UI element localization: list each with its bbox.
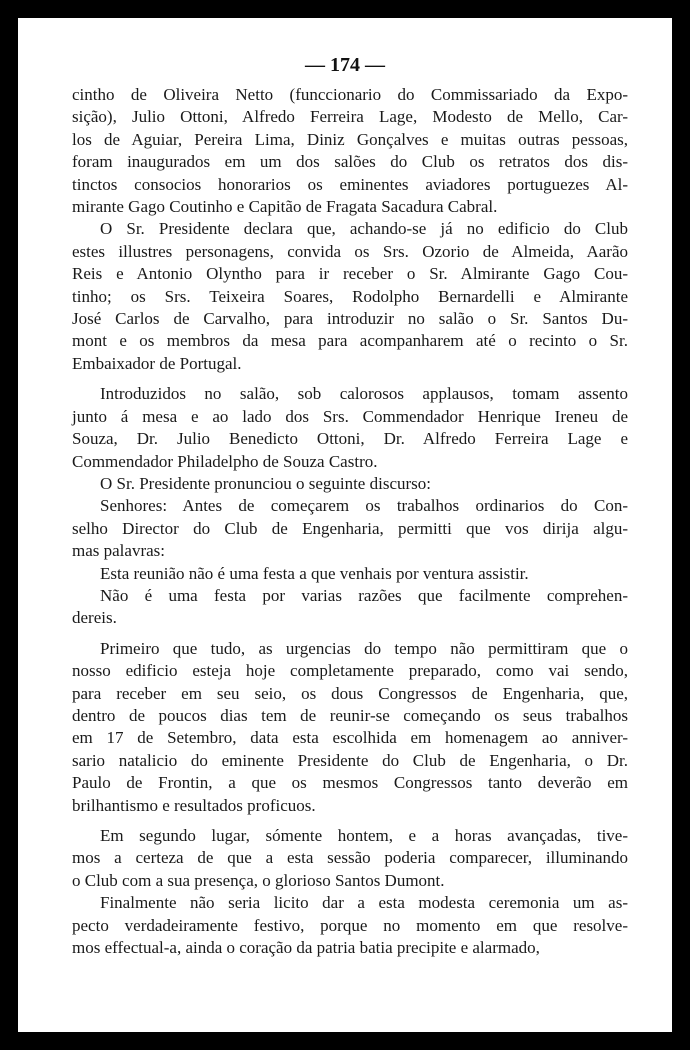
text-line: mos a certeza de que a esta sessão poderia comparecer, illuminando [72,848,628,868]
paragraph [72,84,628,218]
paragraph [72,495,628,562]
text-line: nosso edificio esteja hoje completamente preparado, como vai sendo, [72,661,628,681]
text-line: Introduzidos no salão, sob calorosos applausos, tomam assento [100,384,628,404]
text-line: O Sr. Presidente declara que, achando-se já no edificio do Club [100,219,628,239]
text-line: O Sr. Presidente pronunciou o seguinte discurso: [100,473,431,493]
paragraph [72,563,628,585]
text-line: pecto verdadeiramente festivo, porque no momento em que resolve- [72,915,628,935]
text-line: estes illustres personagens, convida os Srs. Ozorio de Almeida, Aarão [72,241,628,261]
text-line: mont e os membros da mesa para acompanharem até o recinto o Sr. [72,331,628,351]
text-line: para receber em seu seio, os dous Congressos de Engenharia, que, [72,683,628,703]
text-line: sição), Julio Ottoni, Alfredo Ferreira Lage, Modesto de Mello, Car- [72,107,628,127]
text-line: selho Director do Club de Engenharia, permitti que vos dirija algu- [72,518,628,538]
text-line: Souza, Dr. Julio Benedicto Ottoni, Dr. Alfredo Ferreira Lage e [72,429,628,449]
text-line: Senhores: Antes de começarem os trabalhos ordinarios do Con- [100,496,628,516]
paragraph [72,473,628,495]
paragraph [72,638,628,817]
text-line: mos effectual-a, ainda o coração da patria batia precipite e alarmado, [72,938,540,958]
text-line: dereis. [72,608,117,628]
text-line: tinho; os Srs. Teixeira Soares, Rodolpho Bernardelli e Almirante [72,286,628,306]
text-line: o Club com a sua presença, o glorioso Santos Dumont. [72,870,445,890]
text-line: sario natalicio do eminente Presidente do Club de Engenharia, o Dr. [72,750,628,770]
document-page [18,18,672,1032]
text-line: dentro de poucos dias tem de reunir-se começando os seus trabalhos [72,705,628,725]
text-line: mas palavras: [72,541,165,561]
text-line: mirante Gago Coutinho e Capitão de Fragata Sacadura Cabral. [72,197,498,217]
text-line: tinctos consocios honorarios os eminentes aviadores portuguezes Al- [72,174,628,194]
paragraph [72,892,628,959]
text-line: Reis e Antonio Olyntho para ir receber o Sr. Almirante Gago Cou- [72,264,628,284]
text-line: los de Aguiar, Pereira Lima, Diniz Gonçalves e muitas outras pessoas, [72,129,628,149]
page-number: — 174 — [305,54,385,76]
text-line: em 17 de Setembro, data esta escolhida em homenagem ao anniver- [72,728,628,748]
text-line: Não é uma festa por varias razões que facilmente comprehen- [100,585,628,605]
text-line: Embaixador de Portugal. [72,353,242,373]
text-line: junto á mesa e ao lado dos Srs. Commendador Henrique Ireneu de [72,406,628,426]
paragraph [72,825,628,892]
text-line: José Carlos de Carvalho, para introduzir no salão o Sr. Santos Du- [72,309,628,329]
text-line: Finalmente não seria licito dar a esta modesta ceremonia um as- [100,893,628,913]
text-line: Primeiro que tudo, as urgencias do tempo não permittiram que o [100,638,628,658]
text-line: Em segundo lugar, sómente hontem, e a horas avançadas, tive- [100,826,628,845]
paragraph [72,218,628,375]
paragraph [72,383,628,473]
text-line: brilhantismo e resultados proficuos. [72,795,316,815]
text-line: cintho de Oliveira Netto (funccionario do Commissariado da Expo- [72,85,628,104]
text-line: Esta reunião não é uma festa a que venhais por ventura assistir. [100,563,529,583]
text-line: Commendador Philadelpho de Souza Castro. [72,451,378,471]
body-text [72,84,628,959]
paragraph [72,585,628,630]
text-line: Paulo de Frontin, a que os mesmos Congressos tanto deverão em [72,773,628,793]
text-line: foram inaugurados em um dos salões do Club os retratos dos dis- [72,152,628,172]
